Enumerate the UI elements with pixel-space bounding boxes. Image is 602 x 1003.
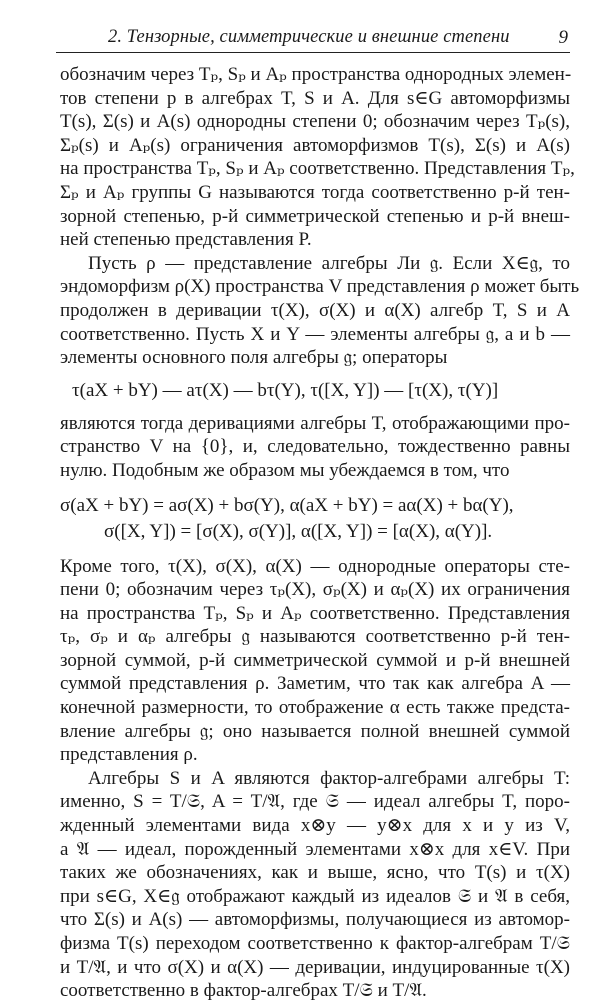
text-line: Пусть ρ — представление алгебры Ли 𝔤. Если X∈𝔤, то xyxy=(88,252,570,274)
text-line: таких же обозначениях, как и выше, ясно, что T(s) и τ(X) xyxy=(60,862,570,884)
text-line: странство V на {0}, и, следовательно, тождественно равны xyxy=(60,436,570,458)
text-line: Σₚ(s) и Aₚ(s) ограничения автоморфизмов T(s), Σ(s) и A(s) xyxy=(60,134,570,156)
paragraph-1 xyxy=(60,63,575,252)
paragraph-4 xyxy=(60,555,570,767)
text-line: что Σ(s) и A(s) — автоморфизмы, получающиеся из автомор- xyxy=(60,909,570,931)
paragraph-3 xyxy=(60,412,570,483)
text-line: суммой представления ρ. Заметим, что так как алгебра A — xyxy=(60,673,570,695)
text-line: на пространства Tₚ, Sₚ и Aₚ соответственно. Представления xyxy=(60,602,570,624)
section-title: 2. Тензорные, симметрические и внешние степени xyxy=(108,27,510,47)
text-line: Алгебры S и A являются фактор-алгебрами алгебры T: xyxy=(88,767,570,789)
text-line: и T/𝔄, и что σ(X) и α(X) — деривации, индуцированные τ(X) xyxy=(60,956,570,978)
text-line: зорной суммой, p-й симметрической суммой и p-й внешней xyxy=(60,649,570,671)
text-line: продолжен в деривации τ(X), σ(X) и α(X) алгебр T, S и A xyxy=(60,299,570,321)
page-body xyxy=(60,63,580,1003)
text-line: представления ρ. xyxy=(60,744,198,766)
text-line: тов степени p в алгебрах T, S и A. Для s∈G автоморфизмы xyxy=(60,87,570,109)
text-line: соответственно. Пусть X и Y — элементы алгебры 𝔤, a и b — xyxy=(60,323,570,345)
paragraph-5 xyxy=(60,767,570,1003)
page-number: 9 xyxy=(558,27,568,48)
text-line: конечной размерности, то отображение α есть также предста- xyxy=(60,697,570,719)
running-header xyxy=(56,0,570,53)
text-line: нулю. Подобным же образом мы убеждаемся в том, что xyxy=(60,459,510,481)
text-line: Кроме того, τ(X), σ(X), α(X) — однородные операторы сте- xyxy=(60,555,570,577)
text-line: соответственно в фактор-алгебрах T/𝔖 и T/𝔄. xyxy=(60,980,427,1002)
text-line: именно, S = T/𝔖, A = T/𝔄, где 𝔖 — идеал алгебры T, поро- xyxy=(60,791,570,813)
display-formula: σ(aX + bY) = aσ(X) + bσ(Y), α(aX + bY) = aα(X) + bα(Y), xyxy=(60,494,514,516)
text-line: Σₚ и Aₚ группы G называются тогда соответственно p-й тен- xyxy=(60,181,570,203)
text-line: ней степенью представления P. xyxy=(60,229,312,251)
text-line: жденный элементами вида x⊗y — y⊗x для x и y из V, xyxy=(60,815,570,837)
text-line: физма T(s) переходом соответственно к фактор-алгебрам T/𝔖 xyxy=(60,933,570,954)
text-line: элементы основного поля алгебры 𝔤; операторы xyxy=(60,347,448,369)
text-line: являются тогда деривациями алгебры T, отображающими про- xyxy=(60,412,570,434)
text-line: вление алгебры 𝔤; оно называется полной внешней суммой xyxy=(60,720,570,742)
text-line: зорной степенью, p-й симметрической степенью и p-й внеш- xyxy=(60,205,570,227)
text-line: обозначим через Tₚ, Sₚ и Aₚ пространства однородных элемен- xyxy=(60,64,572,85)
text-line: T(s), Σ(s) и A(s) однородны степени 0; обозначим через Tₚ(s), xyxy=(60,111,570,133)
text-line: при s∈G, X∈𝔤 отображают каждый из идеалов 𝔖 и 𝔄 в себя, xyxy=(60,885,570,907)
display-formula: τ(aX + bY) — aτ(X) — bτ(Y), τ([X, Y]) — [τ(X), τ(Y)] xyxy=(72,379,499,401)
display-formula: σ([X, Y]) = [σ(X), σ(Y)], α([X, Y]) = [α(X), α(Y)]. xyxy=(104,520,493,542)
text-line: а 𝔄 — идеал, порожденный элементами x⊗x для x∈V. При xyxy=(60,838,570,860)
text-line: на пространства Tₚ, Sₚ и Aₚ соответственно. Представления Tₚ, xyxy=(60,158,575,180)
book-page xyxy=(60,0,580,1002)
text-line: пени 0; обозначим через τₚ(X), σₚ(X) и αₚ(X) их ограничения xyxy=(60,579,570,601)
text-line: эндоморфизм ρ(X) пространства V представления ρ может быть xyxy=(60,276,580,298)
paragraph-2 xyxy=(60,252,580,370)
text-line: τₚ, σₚ и αₚ алгебры 𝔤 называются соответственно p-й тен- xyxy=(60,626,570,648)
